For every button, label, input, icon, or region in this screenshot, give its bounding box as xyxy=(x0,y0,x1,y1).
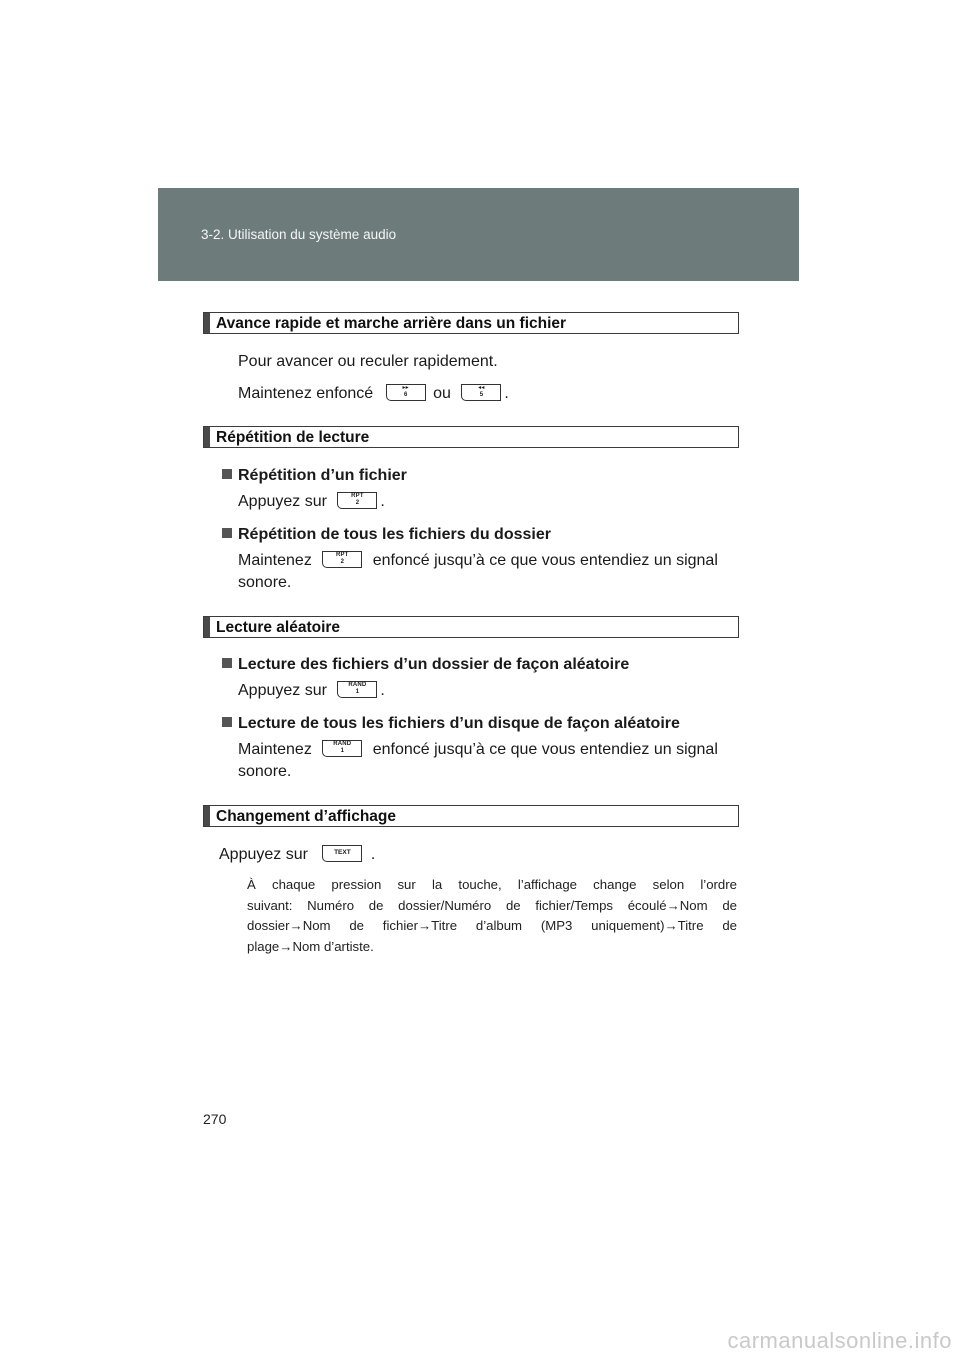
key-number: 1 xyxy=(355,689,360,695)
key-number: 1 xyxy=(340,748,344,754)
key-label: RAND xyxy=(348,682,367,688)
key-number: 6 xyxy=(403,392,408,398)
instruction-continuation: sonore. xyxy=(238,763,292,780)
breadcrumb: 3-2. Utilisation du système audio xyxy=(201,227,397,242)
punctuation: . xyxy=(380,682,385,699)
punctuation: . xyxy=(504,385,509,402)
instruction-text: Appuyez sur xyxy=(219,846,308,863)
bullet-square-icon xyxy=(222,717,232,727)
watermark: carmanualsonline.info xyxy=(727,1328,952,1353)
instruction-line xyxy=(238,384,509,404)
section-title: Lecture aléatoire xyxy=(216,619,341,636)
section-heading-fast-forward xyxy=(203,312,739,334)
heading-accent-bar xyxy=(204,313,210,333)
paragraph: Pour avancer ou reculer rapidement. xyxy=(238,353,498,370)
note-line: dossier→Nom de fichier→Titre d’album (MP3 uniquement)→Titre de xyxy=(247,918,737,933)
subheading-text: Répétition d’un fichier xyxy=(238,467,407,484)
key-label: RAND xyxy=(333,741,352,747)
instruction-line xyxy=(238,551,718,571)
punctuation: . xyxy=(370,846,376,863)
rand-key-icon xyxy=(322,740,362,757)
instruction-text: ou xyxy=(433,385,451,402)
note-line: suivant: Numéro de dossier/Numéro de fichier/Temps écoulé→Nom de xyxy=(247,897,737,913)
bullet-square-icon xyxy=(222,469,232,479)
subheading-repeat-file xyxy=(222,466,407,486)
subheading-text: Lecture de tous les fichiers d’un disque de façon aléatoire xyxy=(238,715,680,732)
instruction-text: Maintenez xyxy=(238,552,312,569)
seek-backward-key-icon xyxy=(461,384,501,401)
key-label: RPT xyxy=(335,552,349,558)
section-title: Avance rapide et marche arrière dans un fichier xyxy=(216,315,567,332)
page-number: 270 xyxy=(203,1111,227,1127)
instruction-text: enfoncé jusqu’à ce que vous entendiez un signal xyxy=(372,552,718,569)
section-heading-display xyxy=(203,805,739,827)
section-heading-repeat xyxy=(203,426,739,448)
note-line: À chaque pression sur la touche, l’affichage change selon l’ordre xyxy=(247,877,737,892)
key-label: TEXT xyxy=(334,849,351,856)
instruction-text: Maintenez enfoncé xyxy=(238,385,374,402)
subheading-text: Répétition de tous les fichiers du dossier xyxy=(238,526,551,543)
bullet-square-icon xyxy=(222,528,232,538)
bullet-square-icon xyxy=(222,658,232,668)
heading-accent-bar xyxy=(204,617,210,637)
instruction-text: Maintenez xyxy=(238,741,312,758)
section-title: Répétition de lecture xyxy=(216,429,370,446)
key-number: 2 xyxy=(355,500,360,506)
instruction-line xyxy=(219,845,375,865)
heading-accent-bar xyxy=(204,806,210,826)
instruction-text: Appuyez sur xyxy=(238,493,327,510)
rpt-key-icon xyxy=(322,551,362,568)
instruction-line xyxy=(238,492,385,512)
key-symbol: ▸▸ xyxy=(402,385,409,391)
rand-key-icon xyxy=(337,681,377,698)
punctuation: . xyxy=(380,493,385,510)
instruction-line xyxy=(238,740,718,760)
section-title: Changement d’affichage xyxy=(216,808,396,825)
instruction-text: enfoncé jusqu’à ce que vous entendiez un signal xyxy=(372,741,718,758)
note-line: plage→Nom d’artiste. xyxy=(247,938,374,954)
instruction-text: Appuyez sur xyxy=(238,682,327,699)
key-symbol: ◂◂ xyxy=(478,385,485,391)
instruction-line xyxy=(238,681,385,701)
heading-accent-bar xyxy=(204,427,210,447)
instruction-continuation: sonore. xyxy=(238,574,292,591)
subheading-text: Lecture des fichiers d’un dossier de façon aléatoire xyxy=(238,656,630,673)
text-key-icon xyxy=(322,845,362,862)
display-order-note xyxy=(247,875,737,957)
subheading-random-folder xyxy=(222,655,629,675)
seek-forward-key-icon xyxy=(386,384,426,401)
subheading-random-disc xyxy=(222,714,680,734)
rpt-key-icon xyxy=(337,492,377,509)
section-heading-random xyxy=(203,616,739,638)
chapter-header-band xyxy=(158,188,799,281)
key-number: 2 xyxy=(340,559,344,565)
key-number: 5 xyxy=(479,392,484,398)
key-label: RPT xyxy=(351,493,364,499)
subheading-repeat-folder xyxy=(222,525,551,545)
